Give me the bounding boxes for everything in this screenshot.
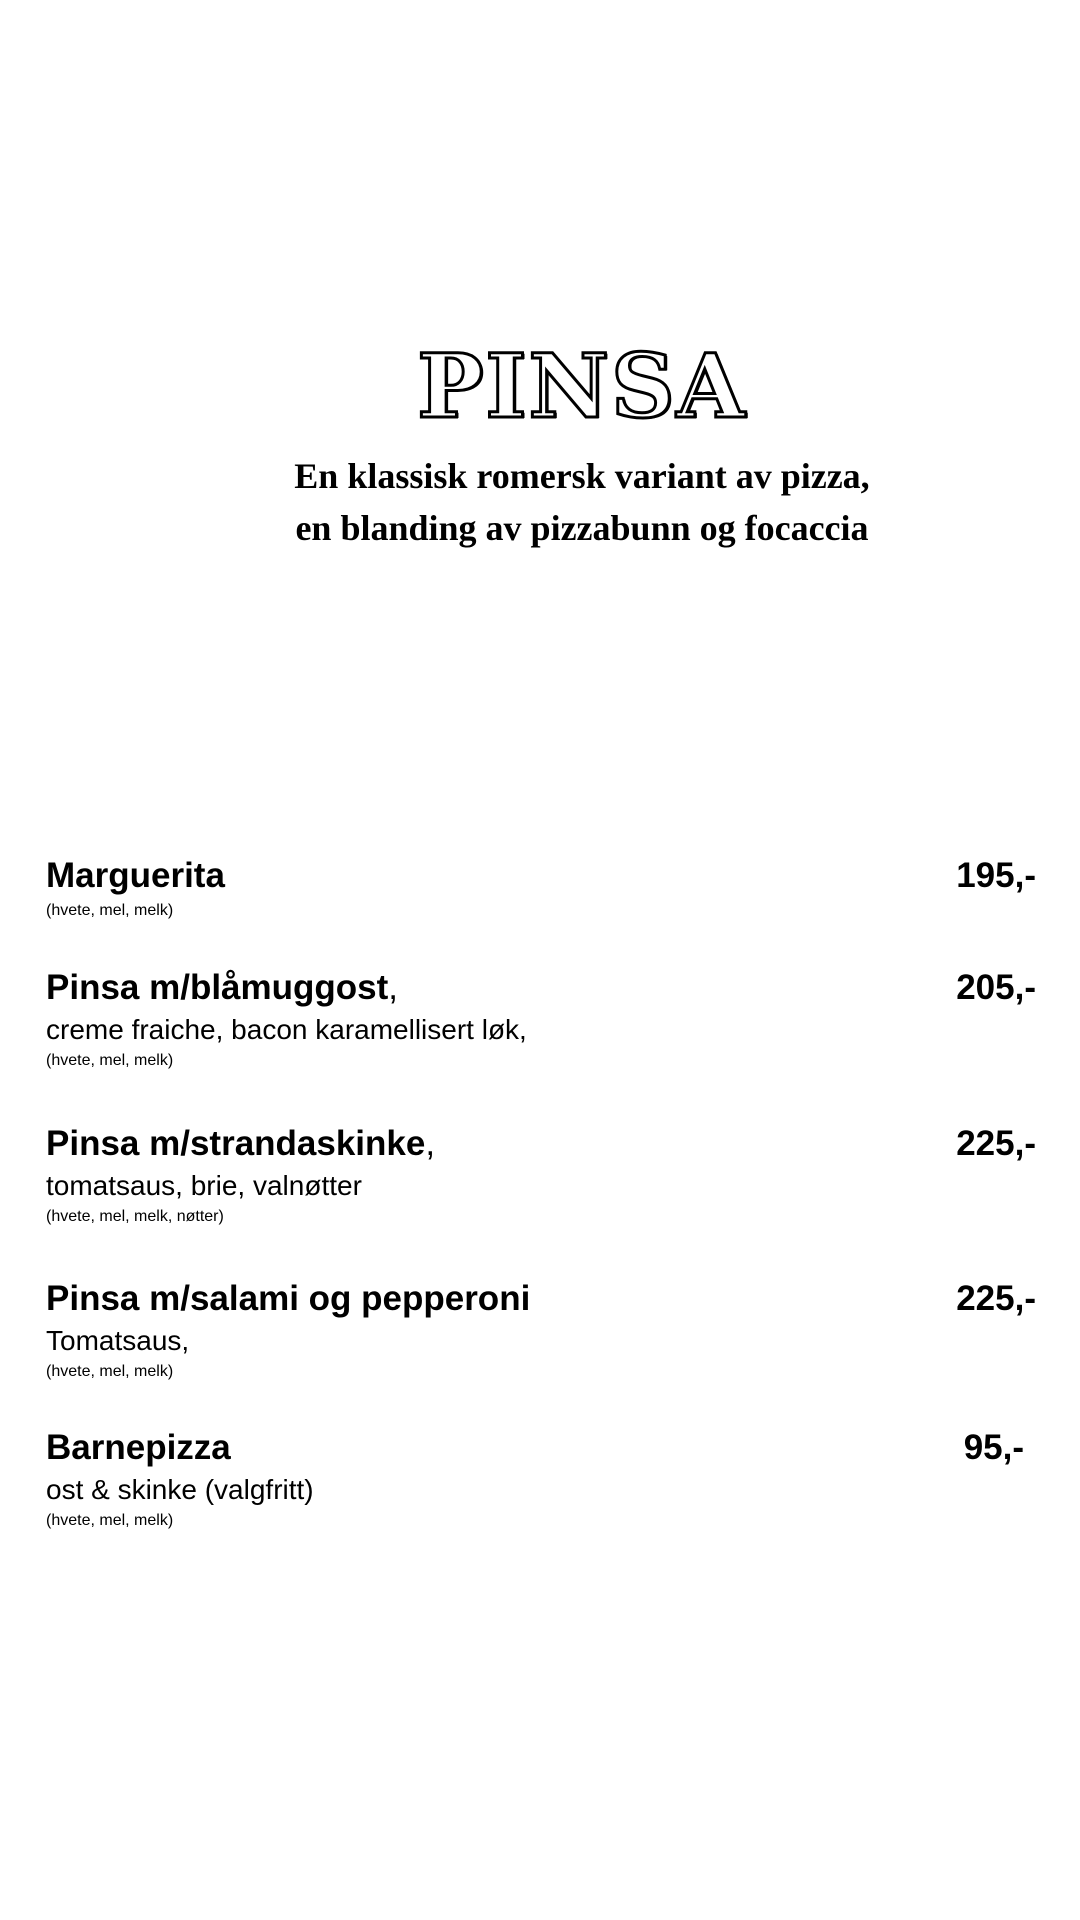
menu-item-name: Barnepizza xyxy=(46,1428,231,1467)
page-subtitle xyxy=(0,450,1080,554)
subtitle-line-2: en blanding av pizzabunn og focaccia xyxy=(295,508,869,548)
menu-item-price: 205,- xyxy=(956,968,1036,1007)
menu-item-allergens: (hvete, mel, melk) xyxy=(46,1363,174,1380)
menu-item-price: 195,- xyxy=(956,856,1036,895)
menu-item-description: creme fraiche, bacon karamellisert løk, xyxy=(46,1014,527,1045)
menu-item-name: Pinsa m/strandaskinke, xyxy=(46,1124,436,1163)
menu-item-description: ost & skinke (valgfritt) xyxy=(46,1474,314,1505)
menu-item-description: Tomatsaus, xyxy=(46,1325,190,1356)
page-title: PINSA xyxy=(417,334,747,438)
menu-item-pinsa-blamuggost xyxy=(46,965,1036,1073)
menu-item-allergens: (hvete, mel, melk) xyxy=(46,1512,174,1529)
menu-item-pinsa-strandaskinke xyxy=(46,1121,1036,1229)
menu-item-marguerita xyxy=(46,853,1036,923)
menu-item-pinsa-salami-pepperoni xyxy=(46,1276,1036,1384)
menu-item-price: 225,- xyxy=(956,1279,1036,1318)
menu-item-allergens: (hvete, mel, melk) xyxy=(46,902,174,919)
menu-item-name: Pinsa m/blåmuggost, xyxy=(46,968,399,1007)
menu-item-allergens: (hvete, mel, melk, nøtter) xyxy=(46,1208,224,1225)
menu-item-description: tomatsaus, brie, valnøtter xyxy=(46,1170,362,1201)
menu-item-name: Marguerita xyxy=(46,856,225,895)
menu-item-allergens: (hvete, mel, melk) xyxy=(46,1052,174,1069)
menu-item-barnepizza xyxy=(46,1425,1036,1533)
menu-item-price: 95,- xyxy=(963,1428,1024,1467)
menu-item-name: Pinsa m/salami og pepperoni xyxy=(46,1279,531,1318)
menu-item-price: 225,- xyxy=(956,1124,1036,1163)
subtitle-line-1: En klassisk romersk variant av pizza, xyxy=(294,456,870,496)
